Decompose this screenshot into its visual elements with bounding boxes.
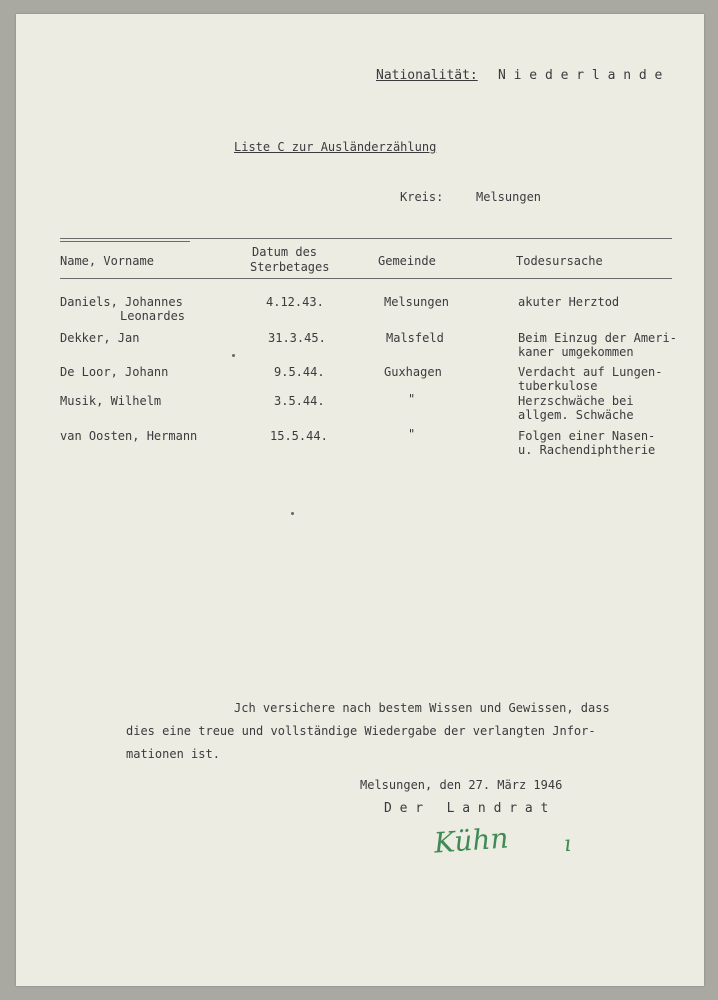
nationality-value: N i e d e r l a n d e: [498, 68, 663, 83]
document-page: [16, 14, 704, 986]
row-date: 31.3.45.: [268, 331, 326, 345]
row-name: Daniels, Johannes: [60, 295, 183, 309]
table-top-rule-accent: [60, 241, 190, 242]
declaration-line2: dies eine treue und vollständige Wiedergabe der verlangten Jnfor-: [126, 724, 596, 738]
header-name: Name, Vorname: [60, 254, 154, 268]
row-cause: Herzschwäche bei: [518, 394, 634, 408]
row-name: De Loor, Johann: [60, 365, 169, 379]
row-cause-cont: u. Rachendiphtherie: [518, 443, 656, 457]
document-title: Liste C zur Ausländerzählung: [234, 140, 437, 154]
ink-dot: [232, 354, 235, 357]
declaration-line3: mationen ist.: [126, 747, 220, 761]
row-cause-cont: kaner umgekommen: [518, 345, 634, 359]
signatory-title: D e r L a n d r a t: [384, 801, 549, 816]
table-top-rule: [60, 238, 672, 239]
row-date: 3.5.44.: [274, 394, 325, 408]
row-name: Dekker, Jan: [60, 331, 140, 345]
declaration-line1: Jch versichere nach bestem Wissen und Gewissen, dass: [234, 701, 610, 715]
row-cause: akuter Herztod: [518, 295, 620, 309]
row-municipality: Guxhagen: [384, 365, 442, 379]
nationality-label: Nationalität:: [376, 68, 478, 83]
row-municipality: Malsfeld: [386, 331, 444, 345]
row-cause: Verdacht auf Lungen-: [518, 365, 663, 379]
header-date-line2: Sterbetages: [250, 260, 330, 274]
row-name-cont: Leonardes: [120, 309, 186, 323]
handwritten-signature: Kühn: [432, 821, 510, 860]
row-municipality: Melsungen: [384, 295, 450, 309]
row-date: 15.5.44.: [270, 429, 328, 443]
header-date-line1: Datum des: [252, 245, 318, 259]
header-municipality: Gemeinde: [378, 254, 436, 268]
district-value: Melsungen: [476, 190, 542, 204]
row-name: Musik, Wilhelm: [60, 394, 162, 408]
row-name: van Oosten, Hermann: [60, 429, 198, 443]
row-cause-cont: allgem. Schwäche: [518, 408, 634, 422]
row-municipality: ": [408, 427, 416, 441]
row-cause: Beim Einzug der Ameri-: [518, 331, 677, 345]
header-cause: Todesursache: [516, 254, 603, 268]
place-date: Melsungen, den 27. März 1946: [360, 778, 563, 792]
row-cause-cont: tuberkulose: [518, 379, 598, 393]
row-cause: Folgen einer Nasen-: [518, 429, 656, 443]
signature-flourish: ı: [563, 831, 572, 858]
ink-dot: [291, 512, 294, 515]
row-municipality: ": [408, 392, 416, 406]
district-label: Kreis:: [400, 190, 444, 204]
row-date: 9.5.44.: [274, 365, 325, 379]
row-date: 4.12.43.: [266, 295, 324, 309]
table-header-rule: [60, 278, 672, 279]
